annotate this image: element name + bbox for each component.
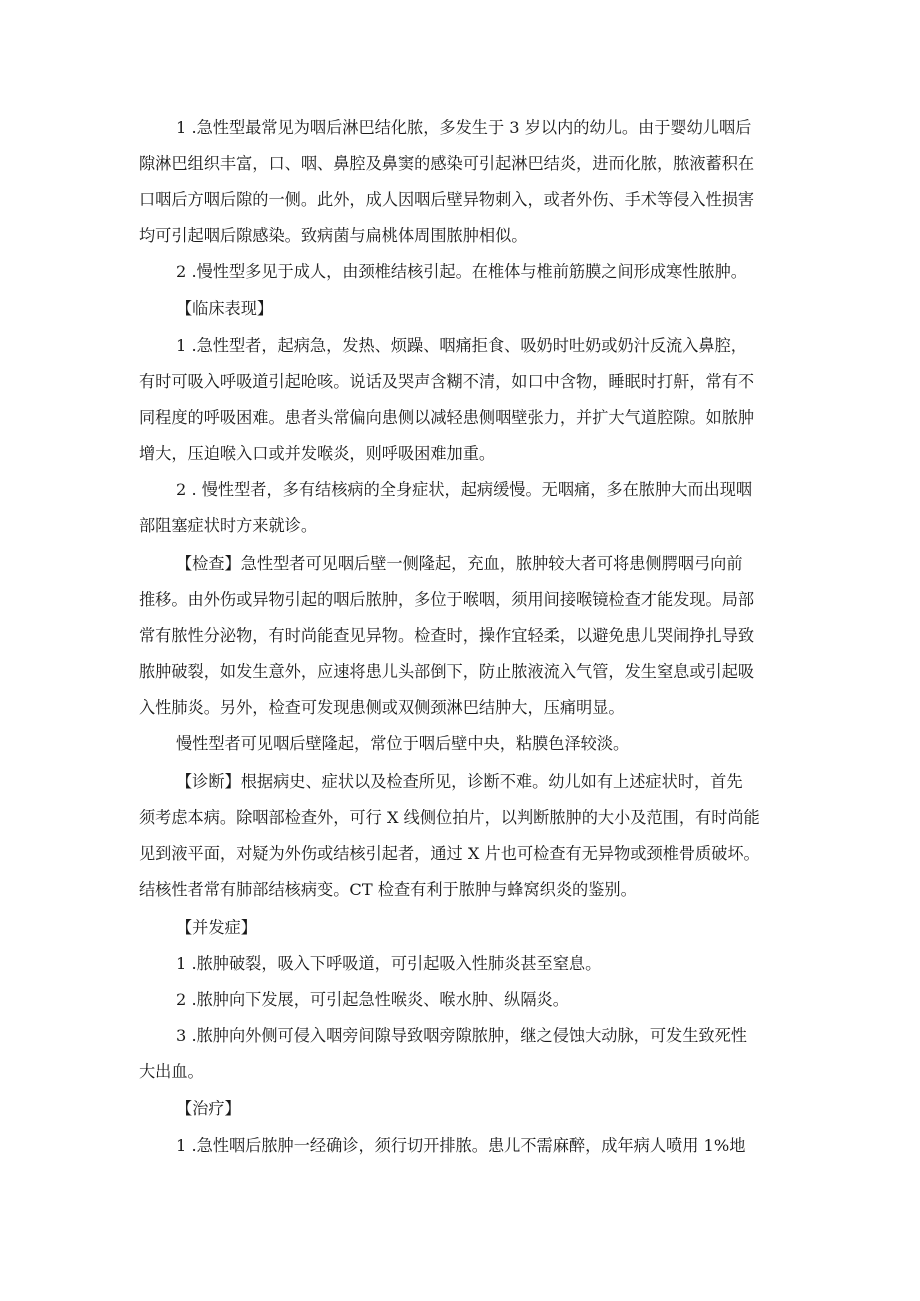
paragraph-10-line-1: 3 .脓肿向外侧可侵入咽旁间隙导致咽旁隙脓肿，继之侵蚀大动脉，可发生致死性 (176, 1026, 747, 1045)
paragraph-10-line-2: 大出血。 (139, 1062, 204, 1081)
paragraph-2-line-1: 2 .慢性型多见于成人，由颈椎结核引起。在椎体与椎前筋膜之间形成寒性脓肿。 (176, 262, 747, 281)
paragraph-3-line-1: 1 .急性型者，起病急，发热、烦躁、咽痛拒食、吸奶时吐奶或奶汁反流入鼻腔， (176, 336, 747, 355)
paragraph-5-line-5: 入性肺炎。另外，检查可发现患侧或双侧颈淋巴结肿大，压痛明显。 (139, 698, 625, 717)
paragraph-1-line-3: 口咽后方咽后隙的一侧。此外，成人因咽后壁异物刺入，或者外伤、手术等侵入性损害 (139, 190, 755, 209)
paragraph-1-line-2: 隙淋巴组织丰富，口、咽、鼻腔及鼻窦的感染可引起淋巴结炎，进而化脓，脓液蓄积在 (139, 154, 755, 173)
section-heading-treatment: 【治疗】 (176, 1099, 241, 1118)
section-heading-complication: 【并发症】 (176, 918, 257, 937)
paragraph-5-line-2: 推移。由外伤或异物引起的咽后脓肿，多位于喉咽，须用间接喉镜检查才能发现。局部 (139, 590, 755, 609)
section-heading-clinical: 【临床表现】 (176, 299, 274, 318)
paragraph-4-line-1: 2 . 慢性型者，多有结核病的全身症状，起病缓慢。无咽痛，多在脓肿大而出现咽 (176, 480, 753, 499)
paragraph-3-line-4: 增大，压迫喉入口或并发喉炎，则呼吸困难加重。 (139, 444, 496, 463)
paragraph-11-line-1: 1 .急性咽后脓肿一经确诊，须行切开排脓。患儿不需麻醉，成年病人喷用 1%地 (176, 1136, 746, 1155)
paragraph-6-line-1: 慢性型者可见咽后壁隆起，常位于咽后壁中央，粘膜色泽较淡。 (176, 734, 630, 753)
paragraph-9-line-1: 2 .脓肿向下发展，可引起急性喉炎、喉水肿、纵隔炎。 (176, 990, 569, 1009)
paragraph-5-line-3: 常有脓性分泌物，有时尚能查见异物。检查时，操作宜轻柔，以避免患儿哭闹挣扎导致 (139, 626, 755, 645)
paragraph-5-line-4: 脓肿破裂，如发生意外，应速将患儿头部倒下，防止脓液流入气管，发生窒息或引起吸 (139, 662, 755, 681)
paragraph-7-line-3: 见到液平面，对疑为外伤或结核引起者，通过 X 片也可检查有无异物或颈椎骨质破坏。 (139, 844, 760, 863)
paragraph-1-line-1: 1 .急性型最常见为咽后淋巴结化脓，多发生于 3 岁以内的幼儿。由于婴幼儿咽后 (176, 118, 752, 137)
paragraph-5-line-1: 【检查】急性型者可见咽后壁一侧隆起，充血，脓肿较大者可将患侧腭咽弓向前 (176, 554, 743, 573)
paragraph-7-line-4: 结核性者常有肺部结核病变。CT 检查有利于脓肿与蜂窝织炎的鉴别。 (139, 880, 637, 899)
paragraph-7-line-1: 【诊断】根据病史、症状以及检查所见，诊断不难。幼儿如有上述症状时，首先 (176, 772, 743, 791)
paragraph-7-line-2: 须考虑本病。除咽部检查外，可行 X 线侧位拍片，以判断脓肿的大小及范围，有时尚能 (139, 808, 760, 827)
paragraph-3-line-3: 同程度的呼吸困难。患者头常偏向患侧以减轻患侧咽壁张力，并扩大气道腔隙。如脓肿 (139, 408, 755, 427)
paragraph-4-line-2: 部阻塞症状时方来就诊。 (139, 516, 318, 535)
paragraph-1-line-4: 均可引起咽后隙感染。致病菌与扁桃体周围脓肿相似。 (139, 226, 528, 245)
paragraph-3-line-2: 有时可吸入呼吸道引起呛咳。说话及哭声含糊不清，如口中含物，睡眠时打鼾，常有不 (139, 372, 755, 391)
paragraph-8-line-1: 1 .脓肿破裂，吸入下呼吸道，可引起吸入性肺炎甚至窒息。 (176, 954, 602, 973)
